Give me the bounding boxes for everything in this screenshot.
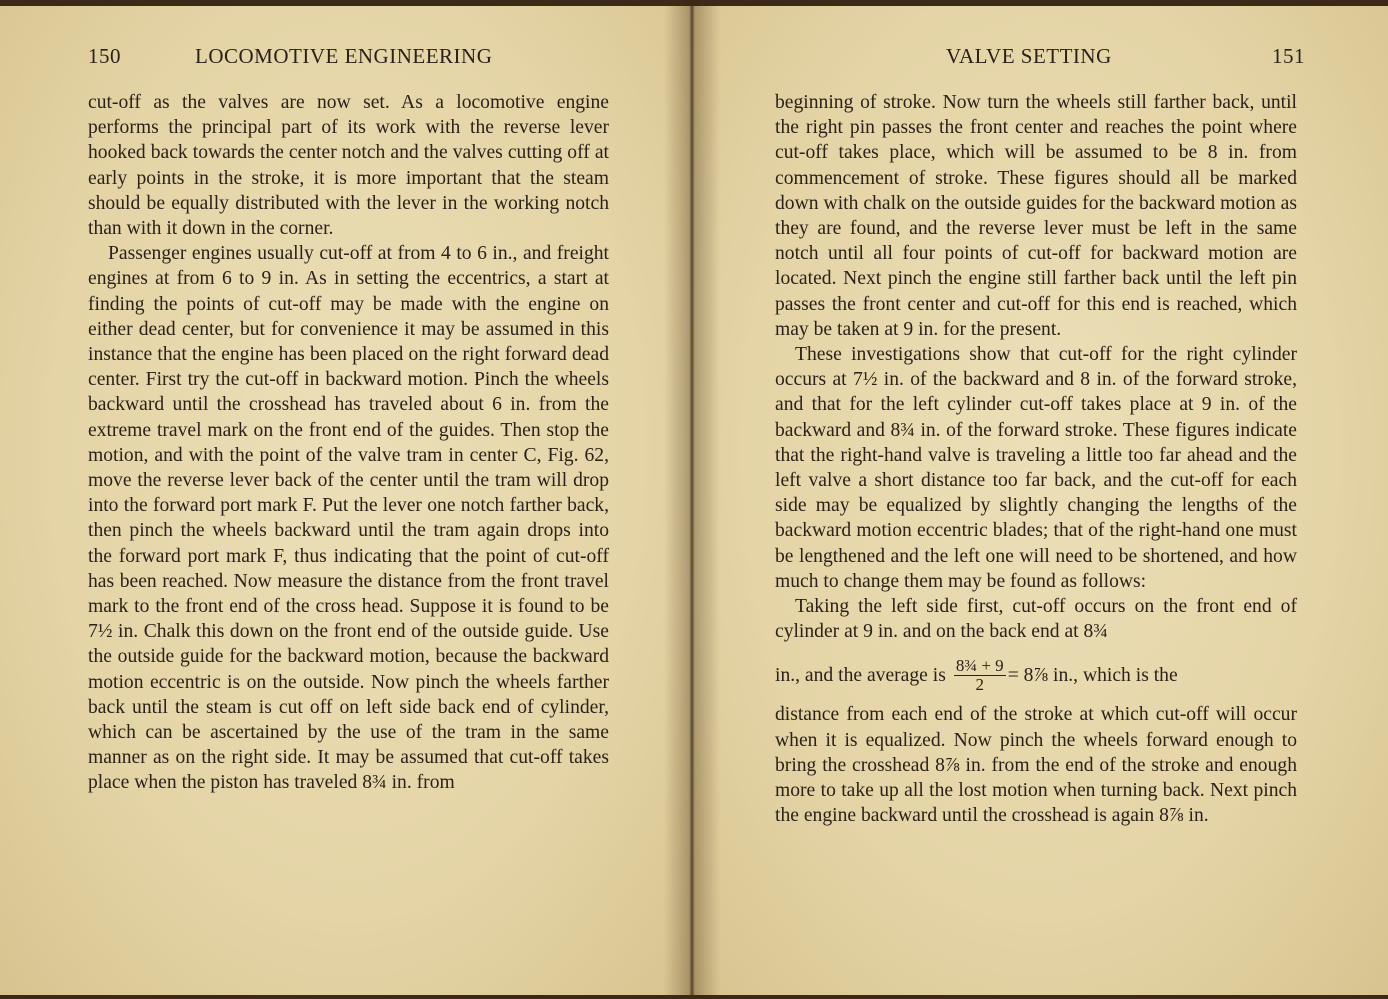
page-body: [88, 90, 609, 796]
paragraph: Taking the left side first, cut-off occurs on the front end of cylinder at 9 in. and on the back end at 8¾: [775, 596, 1297, 643]
paragraph: distance from each end of the stroke at which cut-off will occur when it is equalized. Now pinch the wheels forward enough to bring the crosshead 8⅞ in. from the end of the stroke and enough more to take up all the lost motion when turning back. Next pinch the engine backward until the crosshead is again 8⅞ in.: [775, 704, 1297, 827]
running-head: VALVE SETTING: [946, 44, 1112, 68]
right-page: [692, 0, 1388, 999]
fraction-denominator: 2: [975, 674, 985, 694]
page-body: [775, 90, 1297, 828]
page-number: 151: [1272, 44, 1305, 68]
paragraph: cut-off as the valves are now set. As a locomotive engine performs the principal part of its work with the reverse lever hooked back towards the center notch and the valves cutting off at early points in the stroke, it is more important that the steam should be equally distributed with the lever in the working notch than with it down in the corner.: [88, 92, 609, 240]
page-edge-top: [0, 0, 1388, 6]
formula-text-before: in., and the average is: [775, 664, 946, 686]
fraction: [954, 657, 1006, 694]
running-head: LOCOMOTIVE ENGINEERING: [195, 44, 493, 68]
paragraph: Passenger engines usually cut-off at from 4 to 6 in., and freight engines at from 6 to 9 in. As in setting the eccentrics, a start at finding the points of cut-off may be made with the engine on either dead center, but for convenience it may be assumed in this instance that the engine has been placed on the right forward dead center. First try the cut-off in backward motion. Pinch the wheels backward until the crosshead has traveled about 6 in. from the extreme travel mark on the front end of the guides. Then stop the motion, and with the point of the valve tram in center C, Fig. 62, move the reverse lever back of the center until the tram will drop into the forward port mark F. Put the lever one notch farther back, then pinch the wheels backward until the tram again drops into the forward port mark F, thus indicating that the point of cut-off has been reached. Now measure the distance from the front travel mark to the front end of the cross head. Suppose it is found to be 7½ in. Chalk this down on the front end of the outside guide. Use the outside guide for the backward motion, because the backward motion eccentric is on the outside. Now pinch the wheels farther back until the steam is cut off on left side back end of cylinder, which can be ascertained by the use of the tram in the same manner as on the right side. It may be assumed that cut-off takes place when the piston has traveled 8¾ in. from: [88, 243, 609, 794]
page-edge-bottom: [0, 995, 1388, 999]
fraction-numerator: 8¾ + 9: [955, 655, 1004, 675]
paragraph: beginning of stroke. Now turn the wheels still farther back, until the right pin passes the front center and reaches the point where cut-off takes place, which will be assumed to be 8 in. from commencement of stroke. These figures should all be marked down with chalk on the outside guides for the backward motion as they are found, and the reverse lever must be left in the same notch until all four points of cut-off for backward motion are located. Next pinch the engine still farther back until the left pin passes the front center and cut-off for this end is reached, which may be taken at 9 in. for the present.: [775, 92, 1297, 340]
paragraph: These investigations show that cut-off for the right cylinder occurs at 7½ in. of the backward and 8 in. of the forward stroke, and that for the left cylinder cut-off takes place at 9 in. of the backward and 8¾ in. of the forward stroke. These figures indicate that the right-hand valve is traveling a little too far ahead and the left valve a short distance too far back, and the cut-off for each side may be equalized by slightly changing the lengths of the backward motion eccentric blades; that of the right-hand one must be lengthened and the left one will need to be shortened, and how much to change them may be found as follows:: [775, 344, 1297, 592]
formula-line: [775, 650, 1297, 700]
page-number: 150: [88, 44, 121, 68]
formula-text-after: = 8⅞ in., which is the: [1007, 664, 1178, 686]
left-page: [0, 0, 692, 999]
